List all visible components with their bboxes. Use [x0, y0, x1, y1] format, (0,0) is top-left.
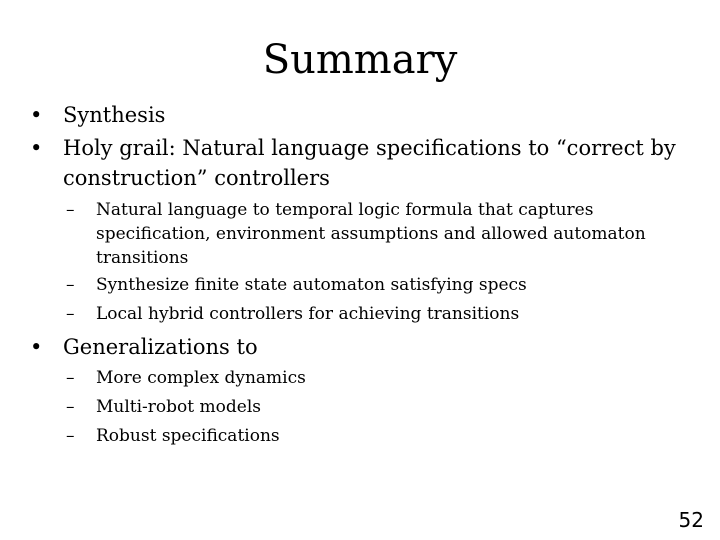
sub-bullet-text: Robust specifications — [96, 426, 280, 446]
sub-bullet-marker: – — [66, 275, 75, 295]
bullet-marker: • — [30, 136, 43, 160]
sub-bullet-marker: – — [66, 200, 75, 220]
bullet-text: Generalizations to — [63, 335, 258, 359]
sub-bullet-text: Multi-robot models — [96, 397, 261, 417]
sub-bullet-marker: – — [66, 304, 75, 324]
bullet-text: Synthesis — [63, 103, 166, 127]
sub-bullet-marker: – — [66, 368, 75, 388]
bullet-marker: • — [30, 103, 43, 127]
sub-bullet-text: Local hybrid controllers for achieving transitions — [96, 304, 520, 324]
page-number: 52 — [678, 508, 704, 532]
sub-bullet-marker: – — [66, 426, 75, 446]
sub-bullet-text: More complex dynamics — [96, 368, 306, 388]
bullet-marker: • — [30, 335, 43, 359]
slide-title: Summary — [262, 37, 458, 83]
sub-bullet-text: Natural language to temporal logic formula that captures specification, environment assumptions and allowed automaton transitions — [96, 200, 646, 268]
sub-bullet-text: Synthesize finite state automaton satisfying specs — [96, 275, 527, 295]
bullet-text: Holy grail: Natural language specifications to “correct by construction” controllers — [63, 136, 676, 190]
sub-bullet-marker: – — [66, 397, 75, 417]
